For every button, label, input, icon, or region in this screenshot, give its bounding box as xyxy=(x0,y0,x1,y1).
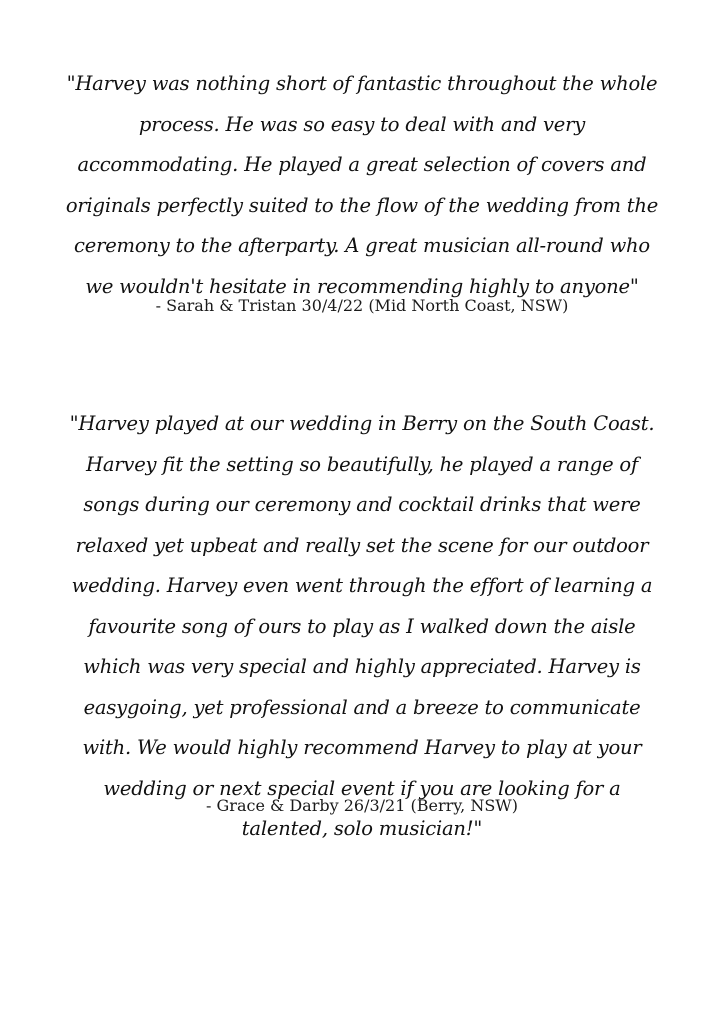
testimonial-attribution: - Grace & Darby 26/3/21 (Berry, NSW) xyxy=(206,796,518,815)
testimonial-quote: "Harvey played at our wedding in Berry on the South Coast. Harvey fit the setting so beautifully, he played a range of songs during our ceremony and cocktail drinks that were relaxed yet upbeat and really set the scene for our outdoor wedding. Harvey even went through the effort of learning a favourite song of ours to play as I walked down the aisle which was very special and highly appreciated. Harvey is easygoing, yet professional and a breeze to communicate with. We would highly recommend Harvey to play at your wedding or next special event if you are looking for a talented, solo musician!" xyxy=(69,412,655,840)
testimonial-quote: "Harvey was nothing short of fantastic throughout the whole process. He was so easy to deal with and very accommodating. He played a great selection of covers and originals perfectly suited to the flow of the wedding from the ceremony to the afterparty. A great musician all-round who we wouldn't hesitate in recommending highly to anyone" xyxy=(65,72,659,298)
testimonial-attribution: - Sarah & Tristan 30/4/22 (Mid North Coast, NSW) xyxy=(155,296,569,315)
